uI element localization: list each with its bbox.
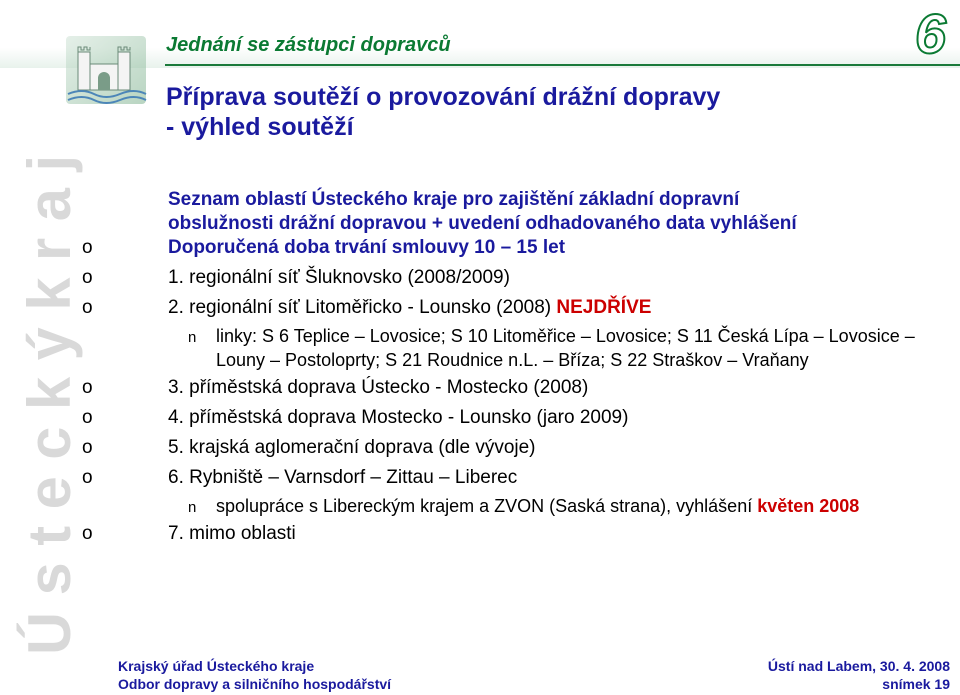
sub-list-item <box>168 494 952 518</box>
bullet-icon: o <box>82 377 93 398</box>
list-item-text: 3. příměstská doprava Ústecko - Mostecko (2008) <box>168 377 589 398</box>
bullet-icon: o <box>82 267 93 288</box>
list-item-text: 4. příměstská doprava Mostecko - Lounsko (jaro 2009) <box>168 407 629 428</box>
list-item-text: 7. mimo oblasti <box>168 523 296 544</box>
list-item <box>82 436 952 460</box>
intro-line-1: Seznam oblastí Ústeckého kraje pro zajištění základní dopravní <box>168 189 740 210</box>
sub-list-item <box>168 324 952 372</box>
sub-list-item-text: spolupráce s Libereckým krajem a ZVON (Saská strana), vyhlášení <box>216 496 758 516</box>
header-divider <box>165 64 960 66</box>
list-item-text: Doporučená doba trvání smlouvy 10 – 15 let <box>168 237 566 258</box>
bullet-icon: o <box>82 523 93 544</box>
intro-line-2: obslužnosti drážní dopravou + uvedení odhadovaného data vyhlášení <box>168 213 797 234</box>
list-item <box>82 376 952 400</box>
sub-bullet-icon: n <box>188 329 197 346</box>
header-title: Jednání se zástupci dopravců <box>166 34 451 56</box>
list-item <box>82 236 952 260</box>
castle-logo-icon <box>60 30 152 110</box>
footer-slide-number: snímek 19 <box>882 676 950 692</box>
vertical-region-text <box>4 150 92 670</box>
bullet-icon: o <box>82 297 93 318</box>
priority-label: NEJDŘÍVE <box>556 297 652 318</box>
footer-department: Odbor dopravy a silničního hospodářství <box>118 676 392 692</box>
slide-number: 6 <box>914 2 946 65</box>
announcement-date: květen 2008 <box>757 496 860 516</box>
content-body <box>82 188 952 546</box>
list-item <box>82 296 952 320</box>
list-item <box>82 266 952 290</box>
footer-office: Krajský úřad Ústeckého kraje <box>118 658 315 674</box>
list-item-text: 2. regionální síť Litoměřicko - Lounsko (2008) <box>168 297 557 318</box>
bullet-icon: o <box>82 237 93 258</box>
bullet-icon: o <box>82 437 93 458</box>
footer-right <box>768 657 950 693</box>
bullet-icon: o <box>82 467 93 488</box>
page-title <box>166 82 866 142</box>
vertical-region-label: Ú s t e c k ý k r a j <box>16 151 83 655</box>
intro-text <box>168 188 952 236</box>
footer-left <box>118 657 391 693</box>
list-item <box>82 522 952 546</box>
list-item <box>82 466 952 490</box>
footer-date: Ústí nad Labem, 30. 4. 2008 <box>767 658 950 674</box>
page-title-line1: Příprava soutěží o provozování drážní dopravy <box>166 83 721 111</box>
sub-list-item-text: linky: S 6 Teplice – Lovosice; S 10 Litoměřice – Lovosice; S 11 Česká Lípa – Lovosice – Louny – Postoloprty; S 21 Roudnice n.L. – Bříza; S 22 Straškov – Vraňany <box>216 326 915 370</box>
sub-bullet-icon: n <box>188 499 197 516</box>
list-item-text: 6. Rybniště – Varnsdorf – Zittau – Liberec <box>168 467 518 488</box>
bullet-icon: o <box>82 407 93 428</box>
page-title-line2: - výhled soutěží <box>166 113 354 141</box>
list-item-text: 1. regionální síť Šluknovsko (2008/2009) <box>168 267 510 288</box>
list-item <box>82 406 952 430</box>
list-item-text: 5. krajská aglomerační doprava (dle vývoje) <box>168 437 536 458</box>
